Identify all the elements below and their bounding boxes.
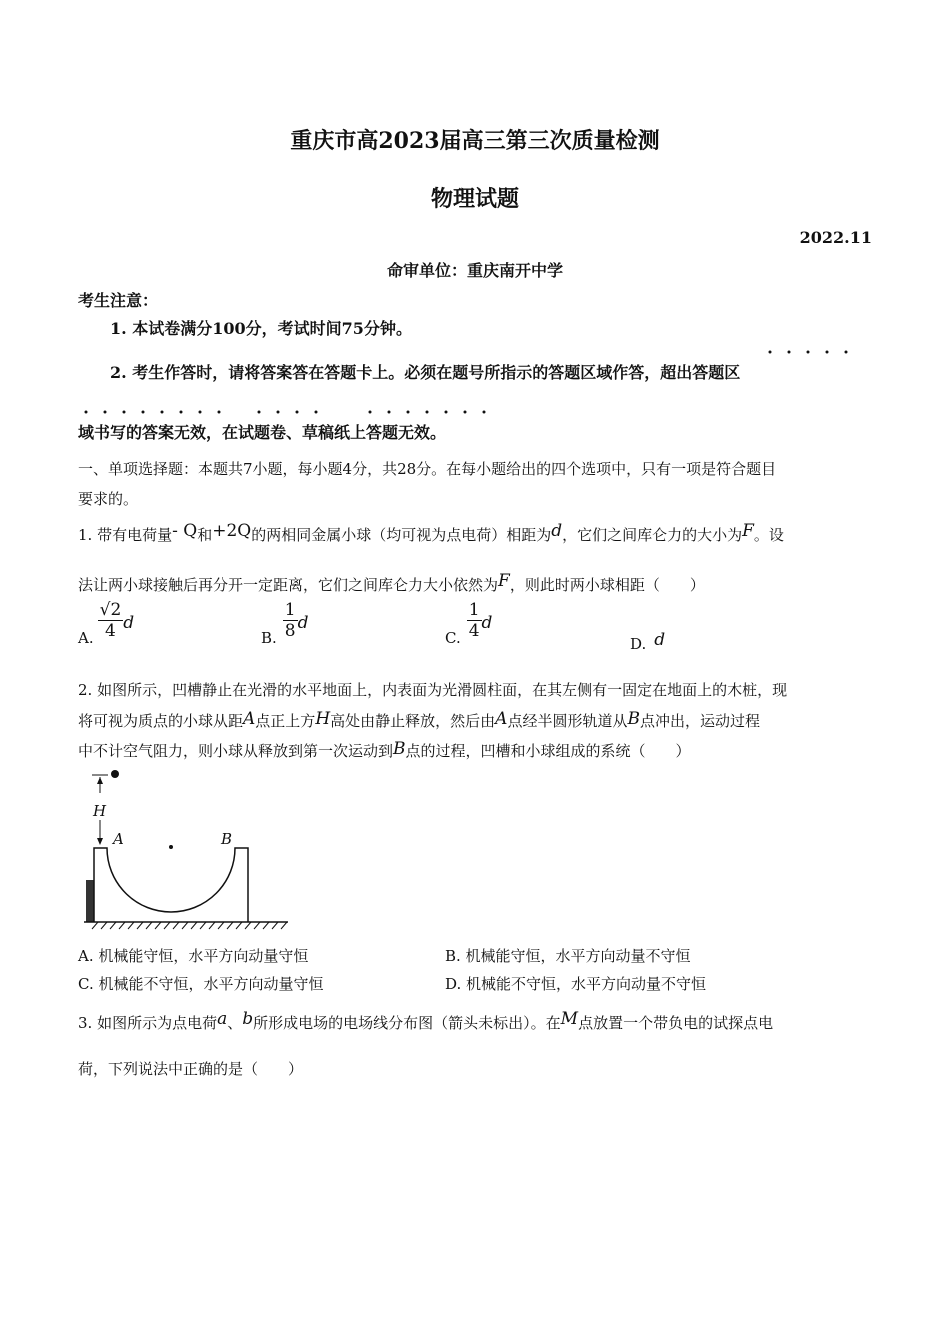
question-2-line-2 (78, 708, 760, 732)
question-3-line-1 (78, 1008, 773, 1034)
notice-heading: 考生注意： (78, 291, 159, 310)
q2-option-b[interactable]: B. 机械能守恒，水平方向动量不守恒 (445, 947, 691, 965)
q3-var-M: M (560, 1009, 579, 1029)
q1-option-a-label: A. (78, 629, 94, 647)
question-1-line-2 (78, 570, 705, 596)
label-H: H (93, 802, 107, 820)
q1-option-b-var: d (297, 613, 309, 633)
groove (94, 848, 248, 922)
q2-var-B1: B (627, 709, 640, 729)
q1-option-c-fraction (467, 600, 482, 641)
q2-var-H: H (315, 709, 331, 729)
q1-option-d-var: d (654, 630, 666, 650)
exam-date: 2022.11 (799, 228, 872, 247)
section-intro-line-1: 一、单项选择题：本题共7小题，每小题4分，共28分。在每小题给出的四个选项中，只有一项是符合题目 (78, 460, 777, 478)
q1-option-c-label: C. (445, 629, 461, 647)
q2-text-7: 点的过程，凹槽和小球组成的系统（ ） (405, 742, 691, 760)
q2-var-A1: A (243, 709, 256, 729)
q1-text-5: 。设 (753, 526, 784, 544)
q2-var-B2: B (393, 739, 406, 759)
q1-var-d: d (551, 521, 563, 541)
author-unit: 命审单位：重庆南开中学 (386, 261, 563, 280)
q1-option-a-fraction (98, 600, 124, 641)
q1-option-b-num: 1 (284, 600, 296, 620)
ball (111, 770, 119, 778)
q1-option-b-den: 8 (284, 621, 296, 641)
q1-option-d-label: D. (630, 635, 647, 653)
question-3-line-2: 荷，下列说法中正确的是（ ） (78, 1060, 304, 1078)
emphasis-dots (0, 345, 950, 425)
q2-text-6: 中不计空气阻力，则小球从释放到第一次运动到 (78, 742, 394, 760)
q3-var-b: b (242, 1009, 254, 1029)
q3-sep: 、 (227, 1014, 243, 1032)
q1-option-c-var: d (481, 613, 493, 633)
q1-charge-neg: - Q (172, 521, 198, 541)
q2-option-a[interactable]: A. 机械能守恒，水平方向动量守恒 (78, 947, 309, 965)
q3-text-1: 3. 如图所示为点电荷 (78, 1014, 218, 1032)
q1-text-1: 1. 带有电荷量 (78, 526, 173, 544)
q1-text-6: 法让两小球接触后再分开一定距离，它们之间库仑力大小依然为 (78, 576, 499, 594)
q2-text-1: 将可视为质点的小球从距 (78, 712, 244, 730)
q1-option-b-fraction (283, 600, 298, 641)
q2-option-c[interactable]: C. 机械能不守恒，水平方向动量守恒 (78, 975, 324, 993)
label-A: A (113, 830, 124, 848)
notice-item-1: 1. 本试卷满分100分，考试时间75分钟。 (110, 319, 412, 338)
q1-var-F: F (742, 521, 754, 541)
q1-option-a-num: √2 (99, 600, 122, 620)
q1-option-a-var: d (123, 613, 135, 633)
q1-text-7: ，则此时两小球相距（ ） (509, 576, 705, 594)
exam-title: 重庆市高2023届高三第三次质量检测 (290, 128, 660, 154)
q1-option-b[interactable] (261, 600, 309, 647)
question-1-line-1 (78, 520, 784, 546)
q1-option-d[interactable] (630, 630, 665, 653)
q1-text-2: 和 (197, 526, 213, 544)
q1-option-a[interactable] (78, 600, 134, 647)
q1-text-3: 的两相同金属小球（均可视为点电荷）相距为 (251, 526, 552, 544)
subject-title: 物理试题 (430, 186, 519, 212)
notice-item-2-line-1: 2. 考生作答时，请将答案答在答题卡上。必须在题号所指示的答题区域作答，超出答题区 (110, 363, 741, 382)
q1-option-c[interactable] (445, 600, 492, 647)
wooden-stake (86, 880, 94, 922)
q1-text-4: ，它们之间库仑力的大小为 (562, 526, 743, 544)
q2-var-A2: A (495, 709, 508, 729)
q1-option-b-label: B. (261, 629, 277, 647)
section-intro-line-2: 要求的。 (78, 490, 139, 508)
q2-groove-figure (78, 765, 293, 930)
q2-text-2: 点正上方 (255, 712, 316, 730)
q3-var-a: a (217, 1009, 228, 1029)
q2-text-3: 高处由静止释放，然后由 (330, 712, 496, 730)
label-B: B (221, 830, 233, 848)
notice-item-2-line-2: 域书写的答案无效，在试题卷、草稿纸上答题无效。 (78, 423, 447, 442)
q1-var-F2: F (498, 571, 510, 591)
q2-text-5: 点冲出，运动过程 (639, 712, 760, 730)
q3-text-3: 点放置一个带负电的试探点电 (578, 1014, 774, 1032)
question-2-line-3 (78, 738, 691, 762)
q1-charge-pos: +2Q (212, 521, 252, 541)
q3-text-2: 所形成电场的电场线分布图（箭头未标出）。在 (253, 1014, 561, 1032)
q1-option-a-den: 4 (105, 621, 116, 641)
q1-option-c-num: 1 (468, 600, 480, 620)
q2-text-4: 点经半圆形轨道从 (507, 712, 628, 730)
q2-option-d[interactable]: D. 机械能不守恒，水平方向动量不守恒 (445, 975, 707, 993)
q1-option-c-den: 4 (468, 621, 480, 641)
question-2-line-1: 2. 如图所示，凹槽静止在光滑的水平地面上，内表面为光滑圆柱面，在其左侧有一固定在地面上的木桩，现 (78, 681, 788, 699)
